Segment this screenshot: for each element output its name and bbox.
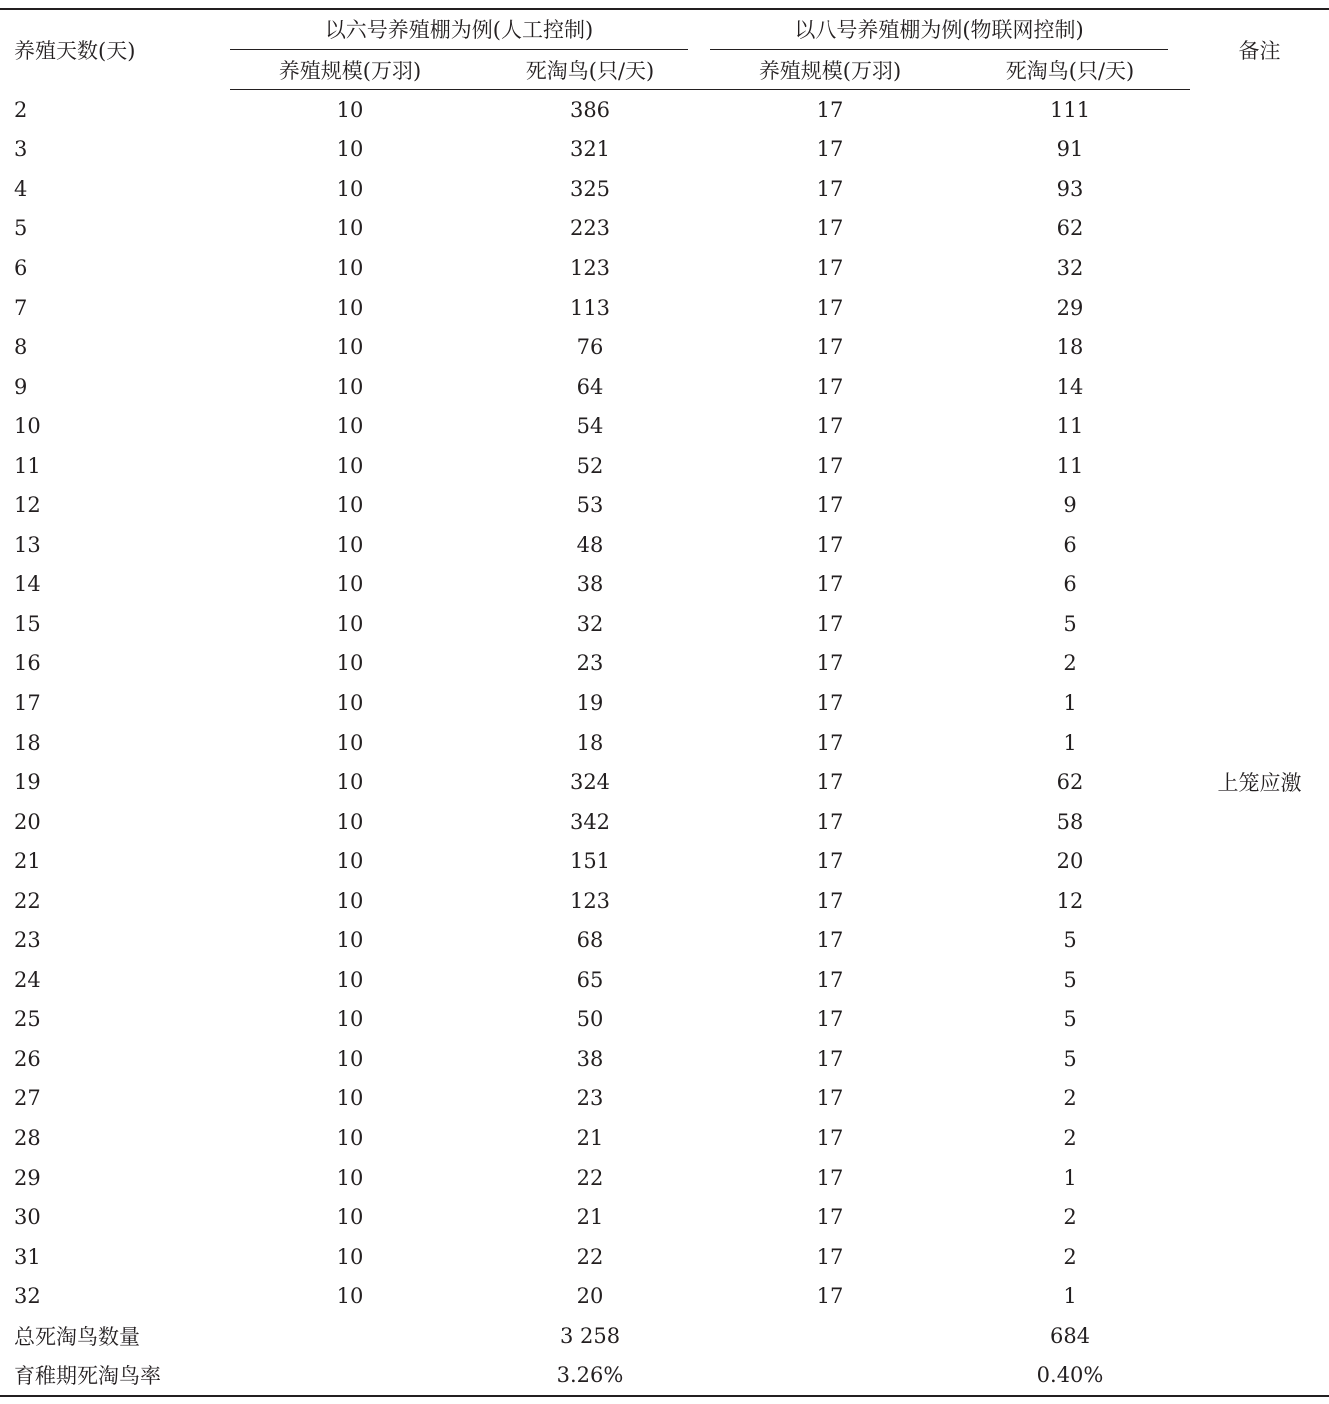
day-cell: 3 (14, 137, 28, 162)
table-row (0, 485, 1329, 525)
note-cell (1190, 604, 1329, 644)
dead-iot-cell: 5 (1063, 928, 1077, 953)
table-row (0, 841, 1329, 881)
dead-manual-cell: 50 (576, 1007, 604, 1032)
scale-iot-cell: 17 (816, 928, 844, 953)
day-cell: 16 (14, 651, 41, 676)
scale-iot-cell: 17 (816, 967, 844, 992)
scale-iot-cell: 17 (816, 453, 844, 478)
note-cell (1190, 209, 1329, 249)
day-cell: 8 (14, 335, 28, 360)
scale-iot-cell: 17 (816, 651, 844, 676)
scale-iot-cell: 17 (816, 216, 844, 241)
table-row (0, 1079, 1329, 1119)
dead-iot-cell: 1 (1063, 690, 1077, 715)
table-row (0, 90, 1329, 130)
table-row (0, 446, 1329, 486)
note-cell (1190, 920, 1329, 960)
dead-manual-cell: 76 (576, 335, 604, 360)
scale-iot-cell: 17 (816, 414, 844, 439)
dead-iot-cell: 5 (1063, 1007, 1077, 1032)
scale-manual-cell: 10 (336, 335, 364, 360)
dead-iot-cell: 11 (1056, 453, 1084, 478)
table-body (0, 90, 1329, 1397)
dead-iot-cell: 5 (1063, 967, 1077, 992)
day-cell: 2 (14, 97, 28, 122)
summary-total-empty-b (710, 1316, 950, 1356)
note-cell (1190, 1039, 1329, 1079)
table-row (0, 1237, 1329, 1277)
table-row (0, 565, 1329, 605)
scale-manual-cell: 10 (336, 414, 364, 439)
day-cell: 29 (14, 1165, 41, 1190)
note-cell (1190, 881, 1329, 921)
day-cell: 18 (14, 730, 41, 755)
note-cell (1190, 565, 1329, 605)
scale-iot-cell: 17 (816, 255, 844, 280)
dead-iot-cell: 5 (1063, 611, 1077, 636)
mortality-comparison-table (0, 8, 1329, 1397)
dead-manual-cell: 22 (576, 1244, 604, 1269)
table-row (0, 1158, 1329, 1198)
day-cell: 32 (14, 1284, 41, 1309)
scale-iot-cell: 17 (816, 1244, 844, 1269)
day-cell: 17 (14, 690, 41, 715)
scale-manual-cell: 10 (336, 1086, 364, 1111)
note-cell (1190, 169, 1329, 209)
scale-manual-cell: 10 (336, 1205, 364, 1230)
dead-iot-cell: 2 (1063, 1205, 1077, 1230)
scale-iot-cell: 17 (816, 849, 844, 874)
scale-manual-cell: 10 (336, 176, 364, 201)
day-cell: 12 (14, 493, 41, 518)
scale-manual-cell: 10 (336, 888, 364, 913)
note-cell (1190, 327, 1329, 367)
note-cell (1190, 802, 1329, 842)
dead-manual-cell: 18 (576, 730, 604, 755)
scale-iot-cell: 17 (816, 493, 844, 518)
scale-manual-cell: 10 (336, 374, 364, 399)
note-cell (1190, 1197, 1329, 1237)
table-row (0, 960, 1329, 1000)
day-cell: 7 (14, 295, 28, 320)
dead-manual-cell: 65 (576, 967, 604, 992)
summary-rate-note (1190, 1356, 1329, 1397)
dead-iot-cell: 62 (1056, 770, 1084, 795)
header-dead-manual: 死淘鸟(只/天) (470, 50, 710, 90)
summary-rate-empty-a (230, 1356, 470, 1397)
table-row (0, 406, 1329, 446)
dead-iot-cell: 20 (1056, 849, 1084, 874)
note-cell (1190, 1237, 1329, 1277)
dead-manual-cell: 38 (576, 572, 604, 597)
dead-manual-cell: 53 (576, 493, 604, 518)
table-row (0, 367, 1329, 407)
scale-iot-cell: 17 (816, 1165, 844, 1190)
scale-manual-cell: 10 (336, 572, 364, 597)
dead-iot-cell: 11 (1056, 414, 1084, 439)
dead-iot-cell: 1 (1063, 1284, 1077, 1309)
dead-manual-cell: 54 (576, 414, 604, 439)
scale-manual-cell: 10 (336, 611, 364, 636)
header-group-manual (230, 9, 710, 50)
note-cell (1190, 723, 1329, 763)
dead-iot-cell: 9 (1063, 493, 1077, 518)
summary-rate-iot: 0.40% (950, 1356, 1190, 1397)
day-cell: 15 (14, 611, 41, 636)
note-cell (1190, 90, 1329, 130)
dead-iot-cell: 6 (1063, 572, 1077, 597)
dead-manual-cell: 123 (569, 888, 611, 913)
day-cell: 24 (14, 967, 41, 992)
scale-manual-cell: 10 (336, 255, 364, 280)
dead-iot-cell: 18 (1056, 335, 1084, 360)
note-cell (1190, 367, 1329, 407)
day-cell: 11 (14, 453, 41, 478)
note-cell (1190, 248, 1329, 288)
scale-iot-cell: 17 (816, 809, 844, 834)
table-header (0, 9, 1329, 90)
scale-iot-cell: 17 (816, 1125, 844, 1150)
scale-iot-cell: 17 (816, 690, 844, 715)
scale-manual-cell: 10 (336, 493, 364, 518)
dead-iot-cell: 1 (1063, 730, 1077, 755)
summary-total-manual: 3 258 (559, 1323, 621, 1348)
scale-iot-cell: 17 (816, 1284, 844, 1309)
dead-iot-cell: 5 (1063, 1046, 1077, 1071)
scale-iot-cell: 17 (816, 1007, 844, 1032)
scale-manual-cell: 10 (336, 216, 364, 241)
dead-iot-cell: 6 (1063, 532, 1077, 557)
note-cell (1190, 485, 1329, 525)
scale-iot-cell: 17 (816, 176, 844, 201)
scale-manual-cell: 10 (336, 928, 364, 953)
table-row (0, 723, 1329, 763)
dead-manual-cell: 324 (569, 770, 611, 795)
note-cell (1190, 288, 1329, 328)
header-scale-iot: 养殖规模(万羽) (710, 50, 950, 90)
scale-iot-cell: 17 (816, 1205, 844, 1230)
scale-iot-cell: 17 (816, 1046, 844, 1071)
note-cell (1190, 525, 1329, 565)
scale-iot-cell: 17 (816, 374, 844, 399)
scale-manual-cell: 10 (336, 1244, 364, 1269)
note-cell (1190, 446, 1329, 486)
day-cell: 13 (14, 532, 41, 557)
day-cell: 9 (14, 374, 28, 399)
note-cell (1190, 406, 1329, 446)
dead-manual-cell: 21 (576, 1205, 604, 1230)
scale-manual-cell: 10 (336, 967, 364, 992)
scale-iot-cell: 17 (816, 730, 844, 755)
scale-manual-cell: 10 (336, 1007, 364, 1032)
note-cell (1190, 1118, 1329, 1158)
dead-manual-cell: 325 (569, 176, 611, 201)
note-cell (1190, 130, 1329, 170)
header-scale-manual: 养殖规模(万羽) (230, 50, 470, 90)
dead-manual-cell: 68 (576, 928, 604, 953)
note-cell (1190, 644, 1329, 684)
dead-manual-cell: 151 (569, 849, 611, 874)
day-cell: 31 (14, 1244, 41, 1269)
table-row (0, 644, 1329, 684)
scale-manual-cell: 10 (336, 137, 364, 162)
table-row (0, 881, 1329, 921)
header-note: 备注 (1190, 9, 1329, 90)
dead-iot-cell: 1 (1063, 1165, 1077, 1190)
dead-manual-cell: 123 (569, 255, 611, 280)
dead-iot-cell: 2 (1063, 651, 1077, 676)
day-cell: 10 (14, 414, 41, 439)
note-cell (1190, 1276, 1329, 1316)
dead-iot-cell: 2 (1063, 1086, 1077, 1111)
dead-manual-cell: 342 (569, 809, 611, 834)
scale-iot-cell: 17 (816, 335, 844, 360)
table-row (0, 802, 1329, 842)
day-cell: 22 (14, 888, 41, 913)
table-row (0, 288, 1329, 328)
day-cell: 27 (14, 1086, 41, 1111)
note-cell: 上笼应激 (1217, 771, 1302, 796)
scale-manual-cell: 10 (336, 730, 364, 755)
scale-manual-cell: 10 (336, 1165, 364, 1190)
scale-manual-cell: 10 (336, 849, 364, 874)
dead-iot-cell: 93 (1056, 176, 1084, 201)
note-cell (1190, 841, 1329, 881)
table-row (0, 920, 1329, 960)
day-cell: 21 (14, 849, 41, 874)
dead-iot-cell: 29 (1056, 295, 1084, 320)
scale-manual-cell: 10 (336, 532, 364, 557)
note-cell (1190, 683, 1329, 723)
scale-iot-cell: 17 (816, 295, 844, 320)
dead-manual-cell: 64 (576, 374, 604, 399)
dead-manual-cell: 23 (576, 651, 604, 676)
table-row (0, 762, 1329, 802)
note-cell (1190, 960, 1329, 1000)
scale-manual-cell: 10 (336, 809, 364, 834)
dead-manual-cell: 23 (576, 1086, 604, 1111)
summary-rate-empty-b (710, 1356, 950, 1397)
scale-iot-cell: 17 (816, 611, 844, 636)
scale-iot-cell: 17 (816, 532, 844, 557)
scale-manual-cell: 10 (336, 453, 364, 478)
dead-iot-cell: 2 (1063, 1125, 1077, 1150)
scale-manual-cell: 10 (336, 1125, 364, 1150)
scale-manual-cell: 10 (336, 1046, 364, 1071)
note-cell (1190, 1000, 1329, 1040)
table-row (0, 1000, 1329, 1040)
summary-rate-label: 育稚期死淘鸟率 (0, 1356, 230, 1397)
table-row (0, 525, 1329, 565)
table-row (0, 1039, 1329, 1079)
summary-total-iot: 684 (1049, 1323, 1091, 1348)
mortality-table-container (0, 8, 1329, 1397)
summary-total-note (1190, 1316, 1329, 1356)
scale-iot-cell: 17 (816, 137, 844, 162)
scale-iot-cell: 17 (816, 97, 844, 122)
dead-iot-cell: 111 (1049, 97, 1091, 122)
scale-iot-cell: 17 (816, 1086, 844, 1111)
dead-manual-cell: 386 (569, 97, 611, 122)
day-cell: 5 (14, 216, 28, 241)
dead-manual-cell: 32 (576, 611, 604, 636)
dead-manual-cell: 38 (576, 1046, 604, 1071)
dead-manual-cell: 20 (576, 1284, 604, 1309)
scale-manual-cell: 10 (336, 97, 364, 122)
dead-manual-cell: 21 (576, 1125, 604, 1150)
summary-total-label: 总死淘鸟数量 (14, 1324, 140, 1349)
table-row (0, 327, 1329, 367)
day-cell: 28 (14, 1125, 41, 1150)
dead-manual-cell: 223 (569, 216, 611, 241)
scale-iot-cell: 17 (816, 572, 844, 597)
table-row (0, 130, 1329, 170)
header-group-iot-label: 以八号养殖棚为例(物联网控制) (710, 10, 1168, 50)
dead-iot-cell: 58 (1056, 809, 1084, 834)
day-cell: 26 (14, 1046, 41, 1071)
summary-row-rate (0, 1356, 1329, 1397)
dead-manual-cell: 19 (576, 690, 604, 715)
summary-rate-manual: 3.26% (470, 1356, 710, 1397)
scale-manual-cell: 10 (336, 1284, 364, 1309)
day-cell: 25 (14, 1007, 41, 1032)
note-cell (1190, 1158, 1329, 1198)
day-cell: 30 (14, 1205, 41, 1230)
dead-iot-cell: 12 (1056, 888, 1084, 913)
day-cell: 20 (14, 809, 41, 834)
header-dead-iot: 死淘鸟(只/天) (950, 50, 1190, 90)
day-cell: 14 (14, 572, 41, 597)
day-cell: 6 (14, 255, 28, 280)
table-row (0, 209, 1329, 249)
dead-iot-cell: 62 (1056, 216, 1084, 241)
header-breeding-days: 养殖天数(天) (0, 9, 230, 90)
header-row-groups (0, 9, 1329, 50)
dead-manual-cell: 52 (576, 453, 604, 478)
scale-manual-cell: 10 (336, 690, 364, 715)
day-cell: 4 (14, 176, 28, 201)
header-group-manual-label: 以六号养殖棚为例(人工控制) (230, 10, 688, 50)
dead-iot-cell: 32 (1056, 255, 1084, 280)
dead-manual-cell: 113 (569, 295, 611, 320)
table-row (0, 1197, 1329, 1237)
table-row (0, 1118, 1329, 1158)
dead-manual-cell: 48 (576, 532, 604, 557)
scale-manual-cell: 10 (336, 770, 364, 795)
scale-iot-cell: 17 (816, 770, 844, 795)
summary-row-total (0, 1316, 1329, 1356)
summary-total-empty-a (230, 1316, 470, 1356)
scale-manual-cell: 10 (336, 651, 364, 676)
dead-iot-cell: 91 (1056, 137, 1084, 162)
header-group-iot (710, 9, 1190, 50)
table-row (0, 683, 1329, 723)
day-cell: 23 (14, 928, 41, 953)
dead-iot-cell: 14 (1056, 374, 1084, 399)
scale-manual-cell: 10 (336, 295, 364, 320)
day-cell: 19 (14, 770, 41, 795)
table-row (0, 1276, 1329, 1316)
dead-iot-cell: 2 (1063, 1244, 1077, 1269)
table-row (0, 248, 1329, 288)
note-cell (1190, 1079, 1329, 1119)
table-row (0, 604, 1329, 644)
table-row (0, 169, 1329, 209)
dead-manual-cell: 321 (569, 137, 611, 162)
scale-iot-cell: 17 (816, 888, 844, 913)
dead-manual-cell: 22 (576, 1165, 604, 1190)
